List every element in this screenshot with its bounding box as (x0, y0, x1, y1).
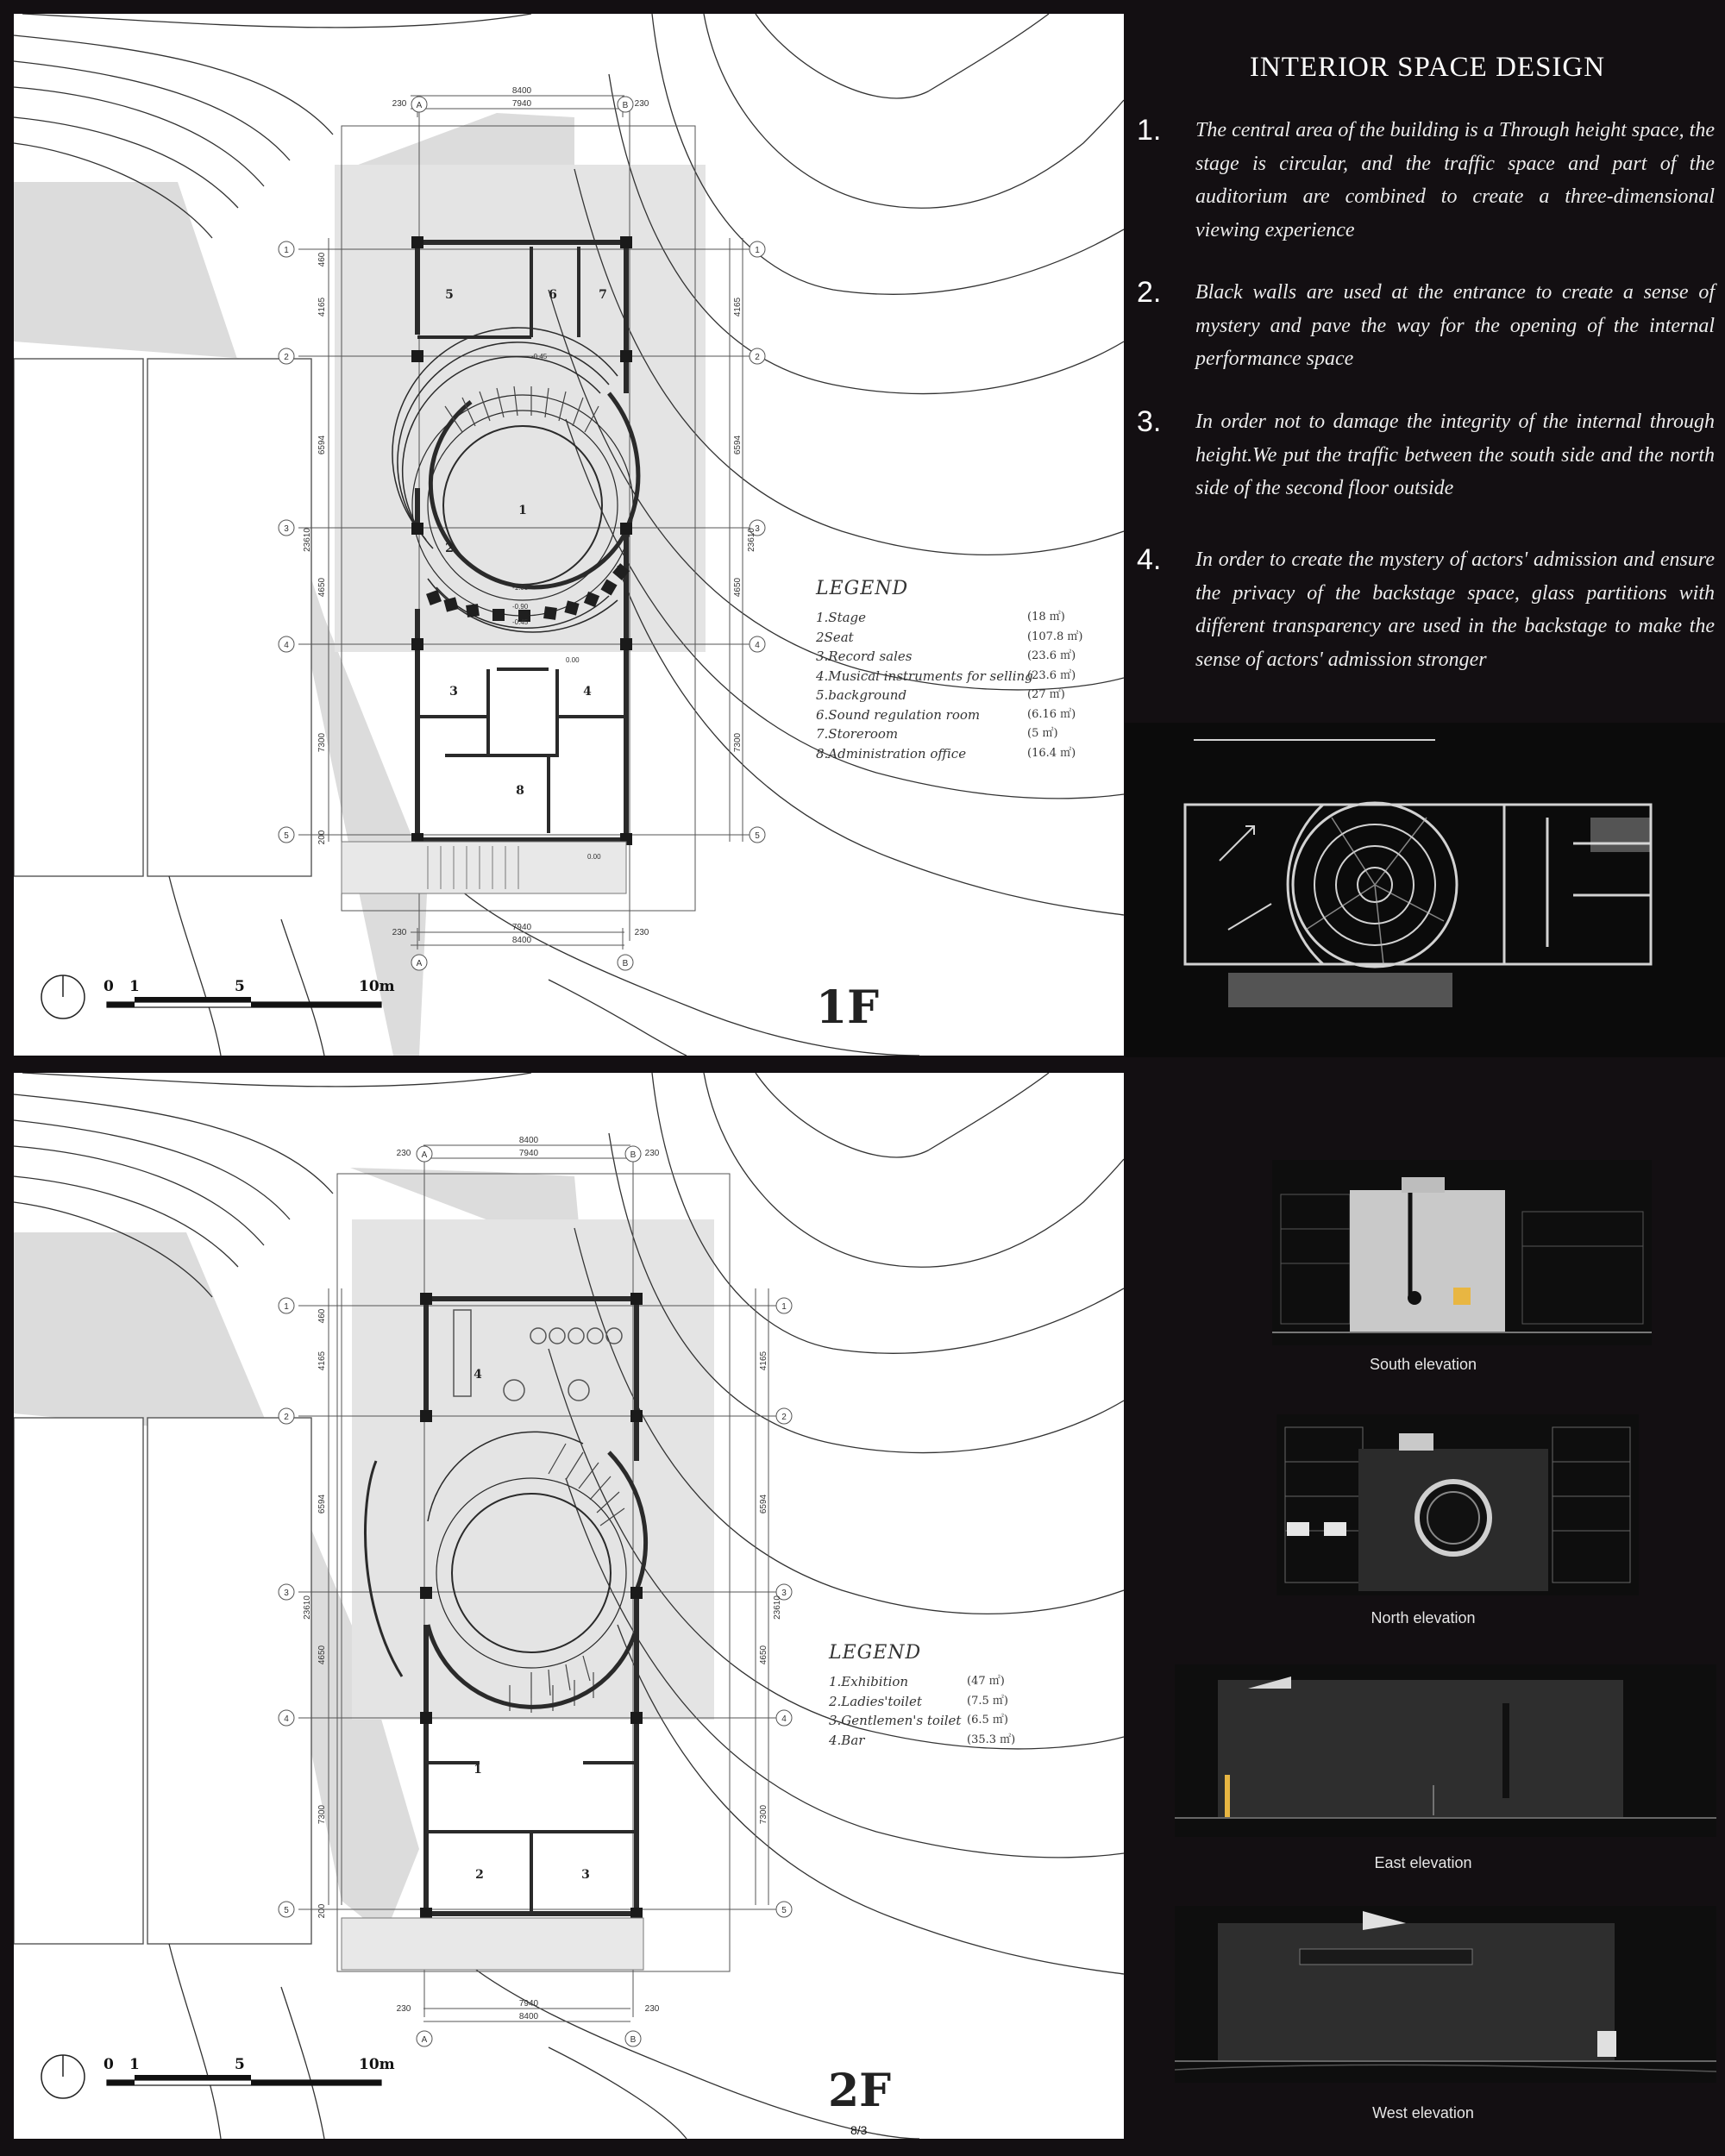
design-point-4 (1137, 543, 1715, 676)
dimension-text: 23610 (747, 528, 756, 552)
scale-label: 0 (104, 2056, 114, 2073)
dimension-text: 4650 (759, 1645, 768, 1665)
dimension-text: 8400 (518, 2012, 539, 2021)
design-point-2 (1137, 276, 1715, 376)
legend-item (816, 647, 1083, 667)
north-elevation-drawing (1276, 1414, 1639, 1595)
dimension-text: 6594 (733, 435, 743, 455)
scale-label: 10m (359, 2056, 395, 2073)
dimension-text: 7940 (518, 1149, 539, 1158)
dimension-text: 460 (317, 252, 327, 267)
dimension-text: 230 (392, 928, 407, 937)
legend-item-name: 2.Ladies'toilet (829, 1693, 922, 1709)
site-boundary (352, 1219, 714, 1720)
neighbour-plot (14, 1418, 143, 1944)
dimension-text: 4650 (733, 577, 743, 598)
elevation-label-north: North elevation (1371, 1609, 1476, 1626)
legend-item (829, 1711, 1015, 1731)
north-arrow (41, 975, 85, 1018)
grid-label: 3 (284, 524, 289, 534)
grid-label: 3 (284, 1589, 289, 1598)
level-mark: 0.00 (587, 853, 601, 861)
grid-label: 4 (284, 641, 289, 650)
room-number: 3 (449, 685, 458, 699)
grid-label: 2 (781, 1413, 787, 1422)
grid-label: A (421, 1150, 428, 1160)
north-arrow (41, 2055, 85, 2098)
level-mark: -0.45 (531, 353, 548, 360)
dimension-text: 230 (634, 99, 649, 109)
legend-item-area: (23.6 ㎡) (1027, 668, 1076, 682)
grid-label: 1 (781, 1302, 787, 1312)
room-number: 2 (445, 542, 454, 555)
dimension-text: 200 (317, 830, 327, 845)
grid-label: 5 (284, 1906, 289, 1915)
dimension-text: 230 (396, 1149, 411, 1158)
grid-label: 4 (755, 641, 760, 650)
design-point-text: In order to create the mystery of actors' admission and ensure the privacy of the backstage space, glass partitions with different transparency are used in the backstage to make the sense of actors' admission stronger (1195, 548, 1715, 671)
floor-plan-1f-drawing (14, 14, 1124, 1056)
dimension-text: 23610 (303, 1595, 312, 1620)
design-point-number: 2. (1137, 276, 1162, 309)
dimension-text: 8400 (511, 86, 532, 96)
elevation-label-south: South elevation (1369, 1356, 1477, 1373)
west-elevation-drawing (1175, 1906, 1716, 2083)
legend-item (816, 686, 1083, 705)
scale-label: 5 (235, 978, 245, 995)
design-point-1 (1137, 114, 1715, 247)
grid-label: B (630, 1150, 637, 1160)
room-number: 6 (549, 288, 557, 302)
scale-label: 0 (104, 978, 114, 995)
scale-label: 1 (129, 2056, 140, 2073)
grid-label: 2 (284, 353, 289, 362)
design-point-number: 3. (1137, 405, 1162, 438)
elevation-label-east: East elevation (1374, 1854, 1472, 1871)
dimension-text: 4165 (317, 297, 327, 317)
entry-steps (342, 842, 626, 893)
scale-bar (107, 2075, 381, 2085)
design-point-text: The central area of the building is a Through height space, the stage is circular, and the traffic space and part of the auditorium are combined to create a three-dimensional viewing experience (1195, 119, 1715, 241)
dimension-text: 7300 (317, 1804, 327, 1825)
dimension-text: 7940 (518, 1999, 539, 2009)
dimension-text: 4165 (317, 1351, 327, 1371)
concept-sketch (1125, 723, 1725, 1057)
legend-1f (816, 578, 1083, 763)
dimension-text: 4165 (733, 297, 743, 317)
design-point-number: 1. (1137, 114, 1162, 147)
scale-bar (107, 997, 381, 1007)
legend-item-name: 3.Gentlemen's toilet (829, 1713, 962, 1728)
design-point-3 (1137, 405, 1715, 505)
legend-item-area: (18 ㎡) (1027, 611, 1065, 624)
scale-label: 10m (359, 978, 395, 995)
south-elevation-drawing (1272, 1160, 1652, 1345)
legend-item-area: (6.16 ㎡) (1027, 707, 1076, 721)
grid-label: A (416, 959, 423, 968)
dimension-text: 8400 (511, 936, 532, 945)
dimension-text: 230 (634, 928, 649, 937)
legend-item (816, 667, 1083, 686)
building-mass (1218, 1680, 1623, 1818)
dimension-text: 200 (317, 1903, 327, 1919)
room-number: 7 (599, 288, 607, 302)
dimension-text: 230 (644, 2004, 660, 2014)
legend-item (816, 608, 1083, 628)
design-point-text: In order not to damage the integrity of the internal through height.We put the traffic between the south side and the north side of the second floor outside (1195, 411, 1715, 499)
room-number: 8 (516, 784, 524, 798)
dimension-text: 6594 (759, 1494, 768, 1514)
level-mark: -1.05 (512, 584, 529, 592)
legend-item-area: (7.5 ㎡) (967, 1694, 1008, 1708)
legend-item-area: (16.4 ㎡) (1027, 746, 1076, 760)
grid-label: 3 (781, 1589, 787, 1598)
scale-label: 5 (235, 2056, 245, 2073)
dimension-text: 460 (317, 1308, 327, 1324)
grid-label: 1 (284, 1302, 289, 1312)
legend-item-area: (5 ㎡) (1027, 727, 1058, 740)
dimension-text: 4165 (759, 1351, 768, 1371)
room-number: 4 (474, 1368, 482, 1382)
dimension-text: 230 (396, 2004, 411, 2014)
legend-item (816, 628, 1083, 648)
floor-plan-2f-drawing (14, 1073, 1124, 2139)
elevation-label-west: West elevation (1372, 2104, 1474, 2122)
legend-item-name: 3.Record sales (816, 649, 913, 664)
design-title: INTERIOR SPACE DESIGN (1249, 52, 1606, 83)
dimension-text: 23610 (773, 1595, 782, 1620)
grid-label: B (630, 2035, 637, 2045)
grid-label: 2 (284, 1413, 289, 1422)
legend-title: LEGEND (829, 1642, 922, 1664)
dimension-text: 7300 (733, 732, 743, 753)
legend-item-area: (23.6 ㎡) (1027, 649, 1076, 662)
grid-label: B (622, 959, 629, 968)
room-number: 3 (581, 1868, 590, 1882)
legend-item-name: 1.Exhibition (829, 1674, 909, 1689)
dimension-text: 230 (392, 99, 407, 109)
legend-item-area: (35.3 ㎡) (967, 1733, 1016, 1746)
neighbour-plot (147, 359, 311, 876)
legend-item-area: (107.8 ㎡) (1027, 630, 1083, 643)
legend-item-name: 5.background (816, 687, 907, 703)
dimension-text: 7300 (317, 732, 327, 753)
scale-label: 1 (129, 978, 140, 995)
legend-item-name: 2Seat (816, 629, 854, 645)
neighbour-plot (14, 359, 143, 876)
grid-label: B (622, 101, 629, 110)
dimension-text: 7940 (511, 99, 532, 109)
grid-label: 5 (781, 1906, 787, 1915)
legend-item-name: 4.Bar (829, 1732, 865, 1748)
level-mark: -0.90 (512, 603, 529, 611)
legend-item-name: 6.Sound regulation room (816, 706, 981, 723)
room-number: 1 (474, 1763, 482, 1777)
dimension-text: 7300 (759, 1804, 768, 1825)
dimension-text: 6594 (317, 1494, 327, 1514)
dimension-text: 4650 (317, 577, 327, 598)
dimension-text: 4650 (317, 1645, 327, 1665)
floor-label-1f: 1F (816, 981, 880, 1034)
neighbour-plot (147, 1418, 311, 1944)
floor-plan-1f-panel (14, 14, 1124, 1056)
room-number: 4 (583, 685, 592, 699)
grid-label: A (421, 2035, 428, 2045)
level-mark: -0.45 (512, 618, 529, 626)
dimension-text: 7940 (511, 923, 532, 932)
legend-item (816, 705, 1083, 725)
room-number: 2 (475, 1868, 484, 1882)
legend-item-name: 1.Stage (816, 610, 867, 625)
legend-item (829, 1692, 1015, 1712)
legend-title: LEGEND (816, 578, 909, 599)
grid-label: 4 (781, 1714, 787, 1724)
grid-label: 5 (284, 831, 289, 841)
design-point-number: 4. (1137, 543, 1162, 576)
legend-2f (829, 1642, 1015, 1750)
dimension-text: 8400 (518, 1136, 539, 1145)
floor-plan-2f-panel (14, 1073, 1124, 2139)
room-number: 5 (445, 288, 454, 302)
legend-item-name: 7.Storeroom (816, 726, 899, 742)
floor-label-2f: 2F (828, 2065, 892, 2117)
east-elevation-drawing (1175, 1664, 1716, 1837)
building-mass (1218, 1923, 1615, 2061)
grid-label: 1 (284, 246, 289, 255)
legend-item-name: 4.Musical instruments for selling (816, 667, 1033, 684)
page-number: 8/3 (850, 2123, 868, 2137)
grid-label: 2 (755, 353, 760, 362)
site-boundary (335, 165, 706, 652)
legend-item (829, 1672, 1015, 1692)
legend-item-area: (6.5 ㎡) (967, 1714, 1008, 1727)
legend-item-name: 8.Administration office (816, 745, 967, 761)
level-mark: 0.00 (566, 656, 580, 664)
legend-item (816, 744, 1083, 764)
legend-item (829, 1731, 1015, 1751)
legend-item-area: (27 ㎡) (1027, 688, 1065, 701)
interior-walls (426, 1763, 637, 1914)
grid-label: 4 (284, 1714, 289, 1724)
building-mass (1350, 1190, 1505, 1332)
grid-label: 1 (755, 246, 760, 255)
dimension-text: 230 (644, 1149, 660, 1158)
room-number: 1 (518, 504, 527, 517)
grid-label: 3 (755, 524, 760, 534)
legend-item (816, 724, 1083, 744)
dimension-text: 6594 (317, 435, 327, 455)
design-point-text: Black walls are used at the entrance to create a sense of mystery and pave the way for the opening of the internal performance space (1195, 281, 1715, 370)
grid-label: 5 (755, 831, 760, 841)
grid-label: A (416, 101, 423, 110)
legend-item-area: (47 ㎡) (967, 1675, 1005, 1688)
dimension-text: 23610 (303, 528, 312, 552)
entry-steps (342, 1918, 643, 1970)
